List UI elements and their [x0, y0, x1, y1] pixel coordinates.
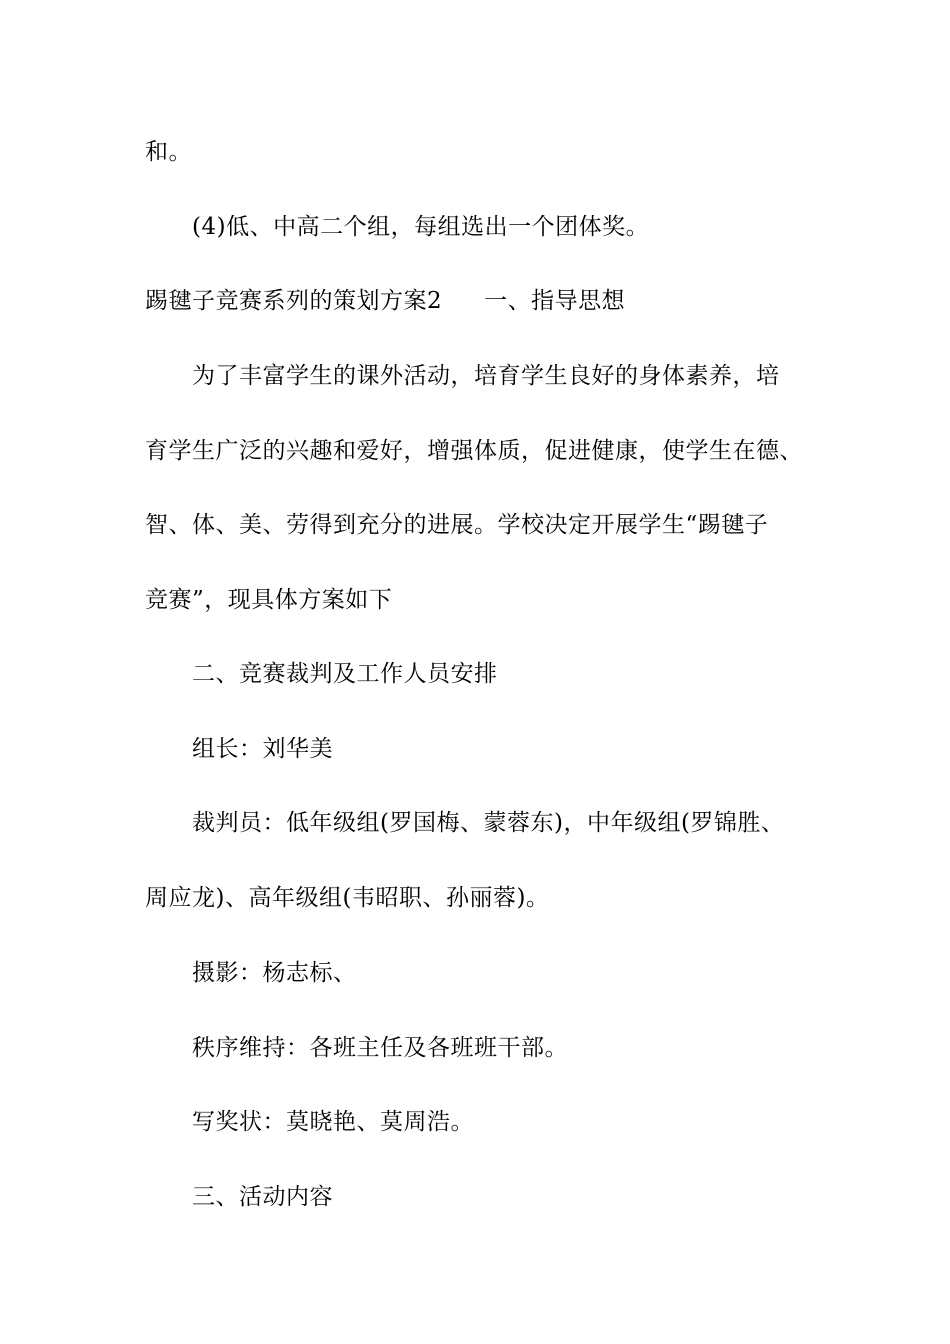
text-line: 摄影：杨志标、	[192, 960, 357, 986]
text-line: 秩序维持：各班主任及各班班干部。	[192, 1035, 568, 1061]
text-line: 写奖状：莫晓艳、莫周浩。	[192, 1109, 474, 1135]
text-line: 育学生广泛的兴趣和爱好，增强体质，促进健康，使学生在德、	[145, 438, 803, 464]
text-line: 和。	[145, 139, 192, 165]
text-line: 为了丰富学生的课外活动，培育学生良好的身体素养，培	[192, 363, 780, 389]
text-line: 竞赛”，现具体方案如下	[145, 587, 393, 613]
text-line: 裁判员：低年级组(罗国梅、蒙蓉东)，中年级组(罗锦胜、	[192, 810, 785, 836]
text-line: 智、体、美、劳得到充分的进展。学校决定开展学生“踢毽子	[145, 512, 769, 538]
section-heading: 二、竞赛裁判及工作人员安排	[192, 661, 498, 687]
text-line: 组长：刘华美	[192, 736, 333, 762]
text-line: 周应龙)、高年级组(韦昭职、孙丽蓉)。	[145, 885, 550, 911]
heading-line	[145, 286, 625, 316]
section-heading: 三、活动内容	[192, 1184, 333, 1210]
plan-title: 踢毽子竞赛系列的策划方案2	[145, 288, 443, 314]
text-line: (4)低、中高二个组，每组选出一个团体奖。	[192, 214, 650, 240]
section-heading: 一、指导思想	[484, 288, 626, 314]
